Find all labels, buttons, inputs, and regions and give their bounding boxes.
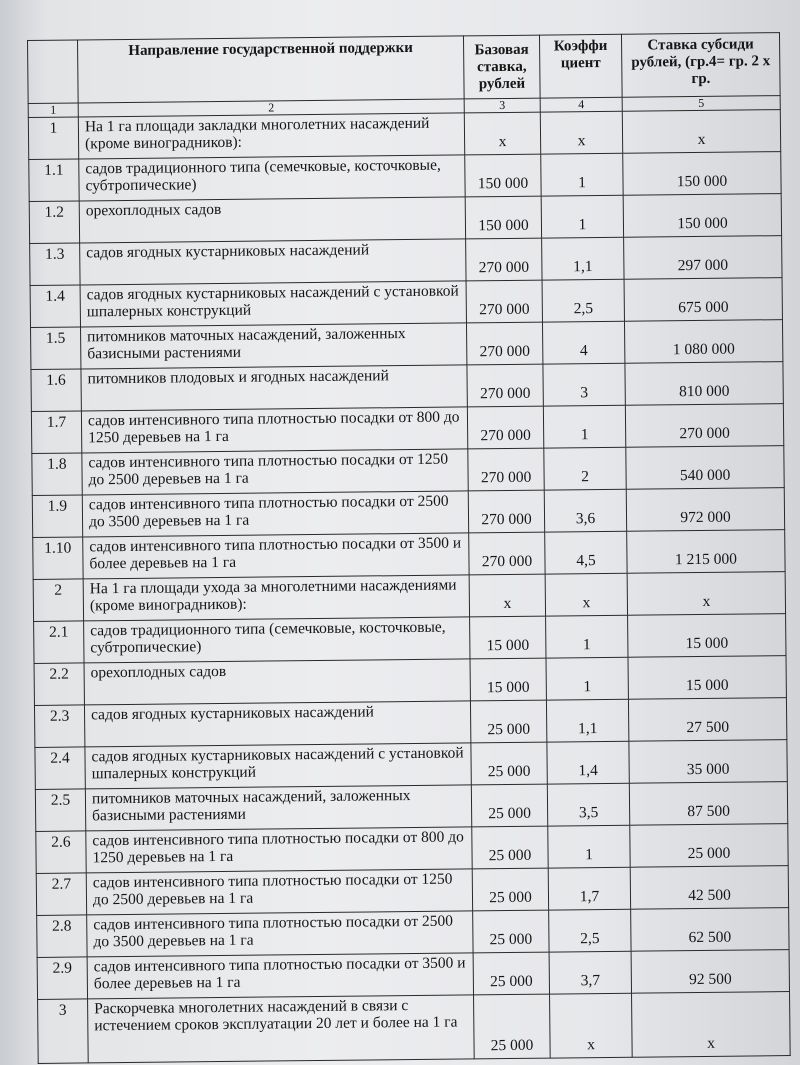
row-number: 1.6: [31, 369, 81, 412]
column-number: 2: [78, 99, 464, 117]
row-direction: Раскорчевка многолетних насаждений в связи с истечением сроков эксплуатации 20 лет и более на 1 га: [88, 995, 475, 1063]
row-coefficient: 1,1: [546, 699, 628, 742]
row-direction: На 1 га площади ухода за многолетними насаждениями (кроме виноградников):: [83, 575, 469, 621]
row-coefficient: 3,7: [549, 951, 631, 994]
row-base-rate: 270 000: [467, 364, 543, 407]
row-direction: садов интенсивного типа плотностью посадки от 2500 до 3500 деревьев на 1 га: [87, 911, 473, 957]
table-header-row: [28, 33, 781, 104]
row-subsidy-rate: 675 000: [624, 278, 782, 322]
row-direction: садов интенсивного типа плотностью посадки от 800 до 1250 деревьев на 1 га: [81, 407, 467, 453]
row-subsidy-rate: 972 000: [626, 488, 784, 532]
row-direction: питомников маточных насаждений, заложенных базисными растениями: [85, 785, 471, 831]
row-direction: садов интенсивного типа плотностью посадки от 3500 и более деревьев на 1 га: [83, 533, 469, 579]
row-number: 1.7: [31, 411, 81, 454]
row-direction: орехоплодных садов: [84, 659, 470, 705]
row-direction: садов ягодных кустарниковых насаждений: [80, 239, 466, 285]
row-base-rate: 270 000: [469, 532, 545, 575]
row-subsidy-rate: 87 500: [629, 782, 787, 826]
row-subsidy-rate: х: [622, 110, 780, 154]
row-direction: орехоплодных садов: [79, 197, 465, 243]
row-coefficient: 1: [546, 657, 628, 700]
row-subsidy-rate: 27 500: [628, 698, 786, 742]
row-base-rate: 150 000: [465, 196, 541, 239]
row-number: 2.8: [37, 915, 87, 958]
row-base-rate: 15 000: [470, 658, 546, 701]
row-coefficient: 2,5: [549, 909, 631, 952]
subsidy-rates-table: [27, 32, 791, 1064]
row-base-rate: 270 000: [466, 322, 542, 365]
row-number: 2.2: [34, 663, 84, 706]
row-number: 1.9: [32, 495, 82, 538]
row-coefficient: 1: [543, 405, 625, 448]
row-number: 2.6: [36, 831, 86, 874]
row-subsidy-rate: 15 000: [628, 656, 786, 700]
row-direction: садов традиционного типа (семечковые, косточковые, субтропические): [84, 617, 470, 663]
row-number: 3: [38, 999, 89, 1064]
row-number: 2.9: [37, 957, 87, 1000]
row-coefficient: 2,5: [542, 279, 624, 322]
row-coefficient: 1: [541, 153, 623, 196]
row-subsidy-rate: 150 000: [623, 152, 781, 196]
row-number: 1.3: [30, 243, 80, 286]
column-number: 1: [28, 103, 78, 118]
row-coefficient: 3: [543, 363, 625, 406]
row-base-rate: 15 000: [470, 616, 546, 659]
row-number: 1.1: [29, 159, 79, 202]
row-subsidy-rate: 540 000: [626, 446, 784, 490]
row-base-rate: 270 000: [468, 490, 544, 533]
row-direction: садов интенсивного типа плотностью посадки от 3500 и более деревьев на 1 га: [87, 953, 473, 999]
header-coefficient: Коэффи циент: [539, 34, 622, 98]
row-subsidy-rate: 62 500: [631, 908, 789, 952]
row-number: 1.10: [33, 537, 83, 580]
row-subsidy-rate: 270 000: [625, 404, 783, 448]
row-coefficient: х: [540, 111, 622, 154]
row-coefficient: 1,4: [547, 741, 629, 784]
row-base-rate: 270 000: [467, 406, 543, 449]
row-direction: садов традиционного типа (семечковые, косточковые, субтропические): [79, 155, 465, 201]
column-number: 3: [464, 98, 540, 113]
row-base-rate: х: [464, 112, 540, 155]
row-number: 2.4: [35, 747, 85, 790]
row-direction: садов интенсивного типа плотностью посадки от 800 до 1250 деревьев на 1 га: [86, 827, 472, 873]
row-coefficient: 1: [541, 195, 623, 238]
row-subsidy-rate: 1 215 000: [627, 530, 785, 574]
row-coefficient: 1,1: [542, 237, 624, 280]
row-subsidy-rate: 15 000: [628, 614, 786, 658]
row-direction: садов интенсивного типа плотностью посадки от 2500 до 3500 деревьев на 1 га: [82, 491, 468, 537]
row-subsidy-rate: 1 080 000: [624, 320, 782, 364]
row-direction: садов интенсивного типа плотностью посадки от 1250 до 2500 деревьев на 1 га: [82, 449, 468, 495]
row-base-rate: 270 000: [466, 238, 542, 281]
header-direction: Направление государственной поддержки: [78, 36, 465, 103]
row-subsidy-rate: 810 000: [625, 362, 783, 406]
row-subsidy-rate: х: [632, 992, 791, 1058]
row-coefficient: 1: [546, 615, 628, 658]
row-number: 2.7: [36, 873, 86, 916]
row-direction: садов ягодных кустарниковых насаждений: [84, 701, 470, 747]
row-coefficient: 1,7: [548, 867, 630, 910]
row-number: 1.4: [30, 285, 80, 328]
row-subsidy-rate: х: [627, 572, 785, 616]
header-index: [28, 40, 79, 104]
column-number: 5: [622, 96, 780, 112]
row-subsidy-rate: 42 500: [630, 866, 788, 910]
row-coefficient: 4,5: [545, 531, 627, 574]
row-subsidy-rate: 25 000: [630, 824, 788, 868]
row-number: 1: [28, 117, 78, 160]
row-number: 1.8: [32, 453, 82, 496]
header-subsidy-rate: Ставка субсиди рублей, (гр.4= гр. 2 х гр.: [621, 33, 780, 98]
row-subsidy-rate: 92 500: [631, 950, 789, 994]
row-subsidy-rate: 150 000: [623, 194, 781, 238]
row-number: 1.5: [31, 327, 81, 370]
row-number: 2: [33, 579, 83, 622]
row-number: 2.5: [35, 789, 85, 832]
header-base-rate: Базовая ставка, рублей: [463, 35, 540, 99]
row-coefficient: 1: [548, 825, 630, 868]
row-coefficient: 4: [542, 321, 624, 364]
row-coefficient: 3,5: [547, 783, 629, 826]
row-direction: садов ягодных кустарниковых насаждений с установкой шпалерных конструкций: [85, 743, 471, 789]
row-base-rate: 150 000: [465, 154, 541, 197]
row-base-rate: 25 000: [473, 910, 549, 953]
row-direction: садов интенсивного типа плотностью посадки от 1250 до 2500 деревьев на 1 га: [86, 869, 472, 915]
row-subsidy-rate: 35 000: [629, 740, 787, 784]
row-coefficient: х: [545, 573, 627, 616]
row-number: 2.1: [34, 621, 84, 664]
row-direction: садов ягодных кустарниковых насаждений с установкой шпалерных конструкций: [80, 281, 466, 327]
row-direction: На 1 га площади закладки многолетних насаждений (кроме виноградников):: [78, 113, 464, 159]
row-base-rate: 25 000: [470, 700, 546, 743]
row-direction: питомников плодовых и ягодных насаждений: [81, 365, 467, 411]
row-subsidy-rate: 297 000: [624, 236, 782, 280]
row-base-rate: 25 000: [471, 784, 547, 827]
row-base-rate: х: [469, 574, 545, 617]
row-base-rate: 25 000: [473, 952, 549, 995]
row-base-rate: 270 000: [466, 280, 542, 323]
row-coefficient: 3,6: [544, 489, 626, 532]
row-base-rate: 270 000: [468, 448, 544, 491]
row-base-rate: 25 000: [472, 868, 548, 911]
row-number: 1.2: [29, 201, 79, 244]
row-coefficient: х: [550, 993, 633, 1058]
row-base-rate: 25 000: [472, 826, 548, 869]
row-direction: питомников маточных насаждений, заложенных базисными растениями: [81, 323, 467, 369]
row-coefficient: 2: [544, 447, 626, 490]
table-row: [38, 992, 791, 1064]
row-base-rate: 25 000: [471, 742, 547, 785]
row-base-rate: 25 000: [474, 994, 551, 1059]
column-number: 4: [540, 97, 622, 112]
row-number: 2.3: [34, 705, 84, 748]
